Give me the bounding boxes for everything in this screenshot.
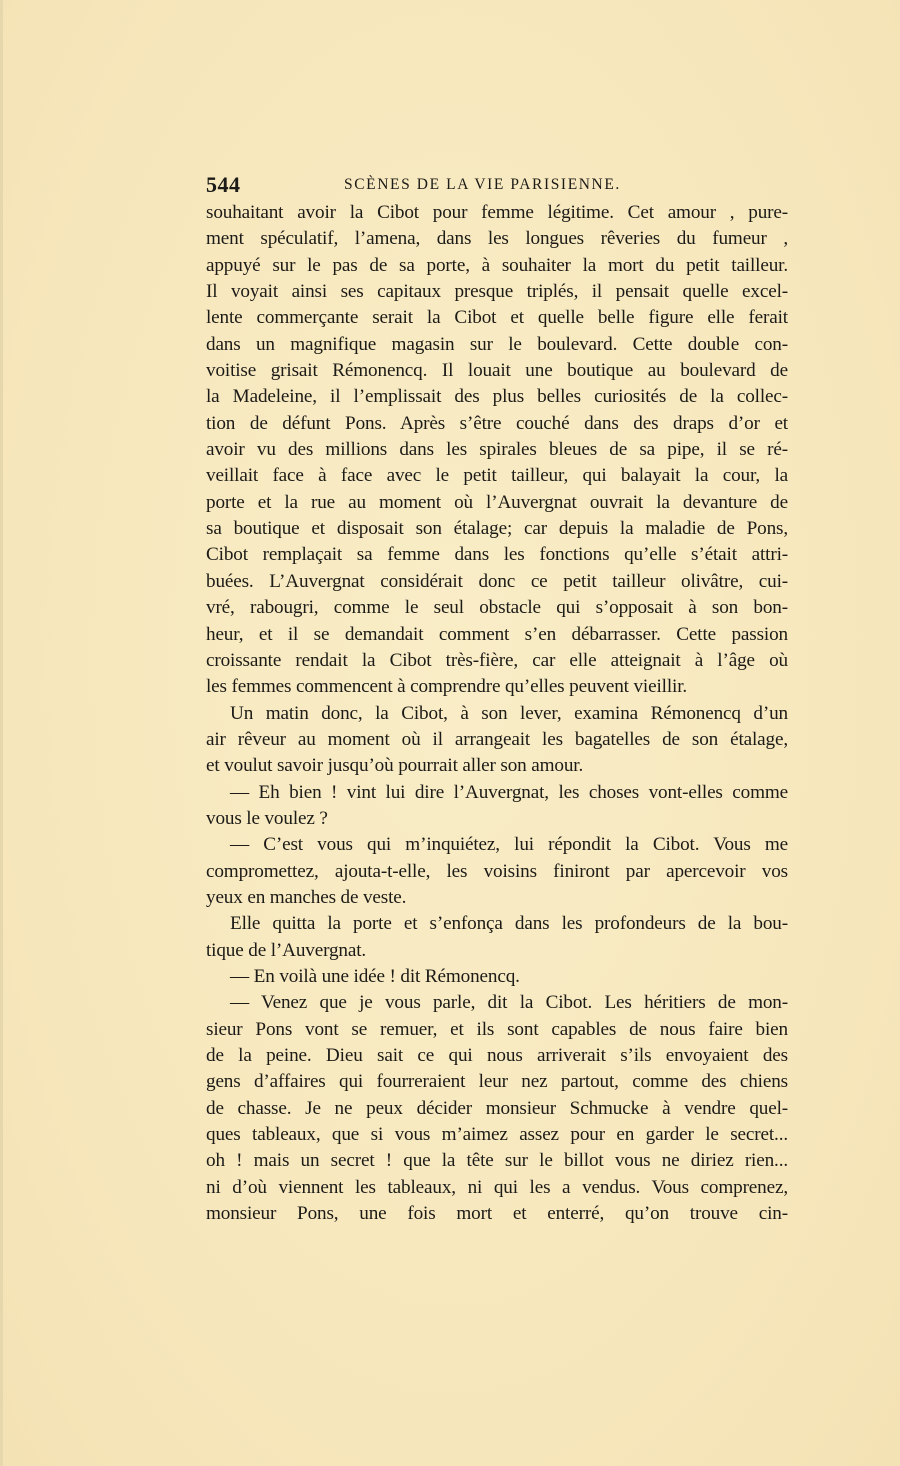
text-line: les femmes commencent à comprendre qu’elles peuvent vieillir. bbox=[206, 676, 688, 698]
text-line: Cibot remplaçait sa femme dans les fonctions qu’elle s’était attri- bbox=[206, 544, 788, 566]
text-line: de la peine. Dieu sait ce qui nous arriverait s’ils envoyaient des bbox=[206, 1045, 788, 1066]
text-line: tion de défunt Pons. Après s’être couché dans des draps d’or et bbox=[206, 412, 788, 434]
text-line: et voulut savoir jusqu’où pourrait aller son amour. bbox=[206, 755, 584, 777]
text-line: ni d’où viennent les tableaux, ni qui les a vendus. Vous comprenez, bbox=[206, 1176, 788, 1198]
text-line: oh ! mais un secret ! que la tête sur le billot vous ne diriez rien... bbox=[206, 1150, 788, 1172]
text-line: compromettez, ajouta-t-elle, les voisins finiront par apercevoir vos bbox=[206, 860, 788, 882]
text-line: de chasse. Je ne peux décider monsieur Schmucke à vendre quel- bbox=[206, 1097, 788, 1119]
text-line: appuyé sur le pas de sa porte, à souhaiter la mort du petit tailleur. bbox=[206, 254, 788, 276]
text-line: gens d’affaires qui fourreraient leur nez partout, comme des chiens bbox=[206, 1071, 788, 1093]
text-line: sa boutique et disposait son étalage; car depuis la maladie de Pons, bbox=[206, 518, 788, 540]
text-line: vré, rabougri, comme le seul obstacle qui s’opposait à son bon- bbox=[206, 597, 788, 619]
dialogue-line: — Venez que je vous parle, dit la Cibot. Les héritiers de mon- bbox=[230, 992, 788, 1014]
text-line: vous le voulez ? bbox=[206, 807, 328, 829]
dialogue-line: — C’est vous qui m’inquiétez, lui répondit la Cibot. Vous me bbox=[230, 834, 788, 856]
text-line: dans un magnifique magasin sur le boulevard. Cette double con- bbox=[206, 333, 788, 355]
dialogue-line: — Eh bien ! vint lui dire l’Auvergnat, les choses vont-elles comme bbox=[230, 781, 788, 803]
running-head bbox=[206, 172, 788, 200]
text-line: yeux en manches de veste. bbox=[206, 886, 407, 908]
text-line: monsieur Pons, une fois mort et enterré, qu’on trouve cin- bbox=[206, 1203, 788, 1225]
text-line: avoir vu des millions dans les spirales bleues de sa pipe, il se ré- bbox=[206, 439, 788, 461]
text-line: sieur Pons vont se remuer, et ils sont capables de nous faire bien bbox=[206, 1018, 788, 1040]
text-line: ques tableaux, que si vous m’aimez assez pour en garder le secret... bbox=[206, 1124, 788, 1146]
text-line: porte et la rue au moment où l’Auvergnat ouvrait la devanture de bbox=[206, 491, 788, 513]
text-line: voitise grisait Rémonencq. Il louait une boutique au boulevard de bbox=[206, 360, 788, 382]
body-text bbox=[206, 200, 788, 1227]
text-line: Elle quitta la porte et s’enfonça dans les profondeurs de la bou- bbox=[230, 913, 788, 935]
text-line: Un matin donc, la Cibot, à son lever, examina Rémonencq d’un bbox=[230, 702, 788, 724]
running-head-title: SCÈNES DE LA VIE PARISIENNE. bbox=[344, 176, 621, 193]
text-line: heur, et il se demandait comment s’en débarrasser. Cette passion bbox=[206, 623, 788, 645]
text-line: tique de l’Auvergnat. bbox=[206, 939, 367, 961]
page-number: 544 bbox=[206, 172, 241, 197]
text-line: buées. L’Auvergnat considérait donc ce petit tailleur olivâtre, cui- bbox=[206, 570, 788, 592]
dialogue-line: — En voilà une idée ! dit Rémonencq. bbox=[230, 965, 520, 987]
text-line: souhaitant avoir la Cibot pour femme légitime. Cet amour , pure- bbox=[206, 202, 788, 223]
text-line: ment spéculatif, l’amena, dans les longues rêveries du fumeur , bbox=[206, 228, 788, 250]
text-line: veillait face à face avec le petit tailleur, qui balayait la cour, la bbox=[206, 465, 788, 487]
text-line: croissante rendait la Cibot très-fière, car elle atteignait à l’âge où bbox=[206, 649, 788, 671]
text-line: Il voyait ainsi ses capitaux presque triplés, il pensait quelle excel- bbox=[206, 281, 788, 303]
text-line: la Madeleine, il l’emplissait des plus belles curiosités de la collec- bbox=[206, 386, 788, 408]
text-line: lente commerçante serait la Cibot et quelle belle figure elle ferait bbox=[206, 307, 788, 329]
text-line: air rêveur au moment où il arrangeait les bagatelles de son étalage, bbox=[206, 728, 788, 750]
